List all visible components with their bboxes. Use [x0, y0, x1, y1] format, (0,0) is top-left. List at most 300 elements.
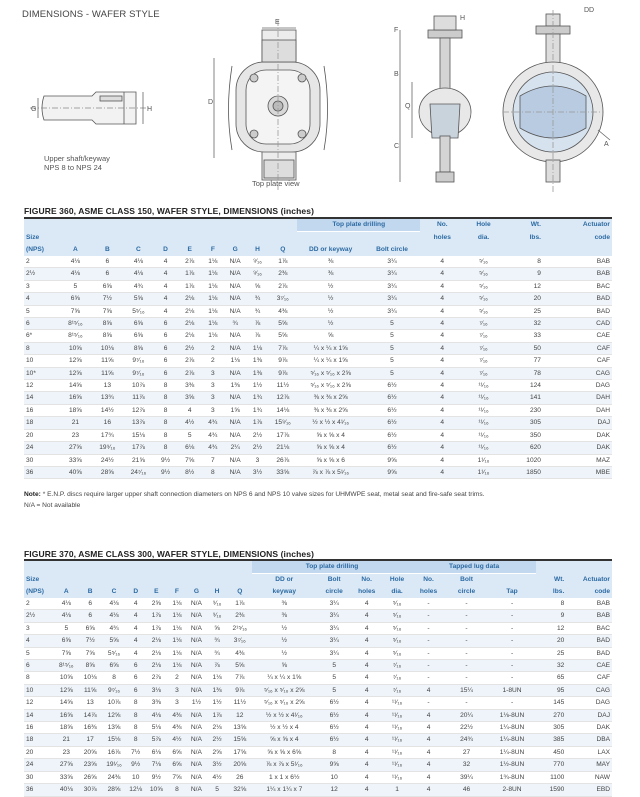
- fig360-cell: 14½: [92, 404, 123, 416]
- fig360-cell: 350: [503, 429, 543, 441]
- fig370-cell: ¹¹⁄₁₆: [382, 771, 412, 783]
- fig360-cell: 8½: [177, 466, 202, 478]
- fig370-cell: -: [488, 697, 536, 709]
- fig370-cell: ¹¹⁄₁₆: [382, 697, 412, 709]
- fig360-col-header-blank: [503, 244, 543, 256]
- fig360-cell: 3⅜: [177, 380, 202, 392]
- fig360-cell: 4: [154, 256, 177, 268]
- fig370-cell: ¾: [206, 647, 228, 659]
- fig370-cell: N/A: [187, 759, 207, 771]
- fig370-cell: ⁷⁄₁₆: [382, 684, 412, 696]
- fig360-cell: 4: [420, 293, 464, 305]
- fig360-cell: 5: [24, 305, 59, 317]
- fig360-cell: 7½: [92, 293, 123, 305]
- fig360-cell: 3¼: [364, 280, 420, 292]
- fig360-cell: 620: [503, 442, 543, 454]
- fig370-cell: 4: [352, 697, 382, 709]
- fig370-cell: -: [488, 610, 536, 622]
- fig370-col-header: holes: [419, 588, 438, 595]
- fig360-cell: 3: [247, 454, 268, 466]
- fig370-cell: 9½: [145, 771, 167, 783]
- fig370-cell: ¾: [206, 635, 228, 647]
- fig360-cell: ⅜: [297, 268, 363, 280]
- fig360-cell: ⅞: [247, 318, 268, 330]
- fig360-cell: 2: [202, 342, 223, 354]
- shaft-caption-line1: Upper shaft/keyway: [44, 154, 110, 163]
- fig370-cell: 39¼: [445, 771, 488, 783]
- fig360-cell: 2⅛: [177, 305, 202, 317]
- fig360-cell: 4: [420, 367, 464, 379]
- label-a: A: [604, 141, 609, 148]
- label-b: B: [394, 71, 399, 78]
- fig360-cell: 2⅞: [268, 280, 297, 292]
- fig370-cell: ⁵⁄₁₆ x ⁵⁄₁₆ x 2⅝: [252, 684, 317, 696]
- fig360-cell: 141: [503, 392, 543, 404]
- fig360-cell: 4: [420, 429, 464, 441]
- fig370-table-row: [24, 684, 612, 696]
- fig360-cell: 6½: [364, 392, 420, 404]
- fig360-cell: 21⅛: [268, 442, 297, 454]
- fig370-cell: 11½: [228, 697, 252, 709]
- fig360-cell: 1⅛: [202, 330, 223, 342]
- fig370-cell: 4⅜: [228, 647, 252, 659]
- fig370-cell: 19¹⁄₁₆: [102, 759, 126, 771]
- fig370-cell: 2-8UN: [488, 784, 536, 796]
- fig370-cell: 18⅝: [54, 722, 78, 734]
- fig370-cell: 1⅛: [167, 622, 187, 634]
- fig360-cell: 24½: [92, 454, 123, 466]
- top-plate-drawing: [214, 20, 328, 190]
- fig370-col-header: Q: [237, 588, 243, 595]
- fig360-cell: ¹¹⁄₁₆: [464, 404, 502, 416]
- fig360-cell: 13⅞: [123, 417, 154, 429]
- fig370-cell: N/A: [187, 647, 207, 659]
- fig370-cell: 8: [126, 722, 146, 734]
- fig360-cell: DAK: [543, 442, 612, 454]
- fig360-cell: DAH: [543, 404, 612, 416]
- fig360-cell: 124: [503, 380, 543, 392]
- fig370-cell: CAF: [566, 672, 612, 684]
- fig360-cell: 8⅝: [123, 342, 154, 354]
- page-title: DIMENSIONS - WAFER STYLE: [22, 9, 160, 20]
- fig370-cell: 9⅞: [228, 684, 252, 696]
- fig370-cell: 3½: [206, 759, 228, 771]
- fig370-cell: 4: [126, 635, 146, 647]
- fig370-cell: 4: [24, 635, 54, 647]
- fig370-cell: 1¼-8UN: [488, 734, 536, 746]
- fig370-cell: -: [412, 697, 445, 709]
- fig360-col-header: Q: [280, 246, 286, 253]
- fig360-cell: ⁷⁄₁₆: [464, 355, 502, 367]
- fig370-cell: 8⅝: [78, 660, 102, 672]
- fig360-cell: 9½: [154, 466, 177, 478]
- fig370-table-row: [24, 647, 612, 659]
- fig360-cell: 4⅛: [59, 268, 92, 280]
- fig360-table-row: [24, 293, 612, 305]
- fig360-cell: N/A: [224, 392, 247, 404]
- fig370-cell: 1100: [536, 771, 566, 783]
- fig360-cell: 6⅝: [59, 293, 92, 305]
- fig370-cell: 1⅞: [145, 610, 167, 622]
- fig370-col-header: H: [214, 588, 220, 595]
- fig370-cell: -: [412, 672, 445, 684]
- fig370-cell: -: [445, 635, 488, 647]
- fig360-cell: 8: [154, 380, 177, 392]
- fig360-cell: 14: [24, 392, 59, 404]
- fig370-cell: 770: [536, 759, 566, 771]
- fig370-cell: -: [412, 610, 445, 622]
- fig370-cell: 6½: [317, 734, 352, 746]
- label-c: C: [394, 143, 400, 150]
- fig360-cell: CAD: [543, 318, 612, 330]
- fig360-cell: 3⅝: [177, 392, 202, 404]
- fig370-cell: 4⅛: [54, 598, 78, 610]
- fig360-cell: 11½: [268, 380, 297, 392]
- fig370-cell: 15¼: [445, 684, 488, 696]
- fig370-cell: 1⅞: [145, 622, 167, 634]
- fig370-cell: 33⅝: [54, 771, 78, 783]
- fig370-cell: ¹¹⁄₁₆: [382, 759, 412, 771]
- fig370-cell: ⁵⁄₁₆: [382, 610, 412, 622]
- fig360-cell: N/A: [224, 429, 247, 441]
- fig370-cell: 6: [24, 660, 54, 672]
- fig370-cell: 4: [352, 759, 382, 771]
- fig370-cell: 6: [126, 672, 146, 684]
- fig370-cell: 2½: [24, 610, 54, 622]
- fig360-cell: 17⅞: [123, 442, 154, 454]
- fig370-cell: ⅜: [252, 610, 317, 622]
- fig370-cell: 7½: [126, 746, 146, 758]
- fig370-cell: ⅞: [206, 660, 228, 672]
- fig370-cell: 5⁵⁄₁₆: [102, 647, 126, 659]
- fig360-cell: 3: [202, 380, 223, 392]
- fig370-cell: 32: [445, 759, 488, 771]
- fig360-cell: 16⅝: [59, 392, 92, 404]
- fig370-col-header: circle: [457, 588, 476, 595]
- fig360-cell: 1⅞: [268, 256, 297, 268]
- fig360-cell: 3¼: [364, 256, 420, 268]
- fig360-cell: ⅞: [247, 330, 268, 342]
- fig360-cell: 8: [154, 392, 177, 404]
- fig360-cell: ⅝ x ⅝ x 4: [297, 429, 363, 441]
- fig360-cell: ⁵⁄₁₆: [464, 268, 502, 280]
- fig360-cell: 14⅛: [268, 404, 297, 416]
- fig370-cell: 3¼: [317, 622, 352, 634]
- fig370-cell: 1⅛: [167, 610, 187, 622]
- fig360-table-row: [24, 392, 612, 404]
- fig370-cell: 6: [126, 684, 146, 696]
- fig370-cell: 9½: [126, 759, 146, 771]
- fig360-table-row: [24, 280, 612, 292]
- fig370-cell: 46: [445, 784, 488, 796]
- fig360-cell: N/A: [224, 454, 247, 466]
- fig370-cell: 7⅝: [54, 647, 78, 659]
- fig370-table-row: [24, 672, 612, 684]
- fig360-cell: 21⅝: [123, 454, 154, 466]
- fig370-cell: 10⅞: [102, 697, 126, 709]
- fig360-table: Top plate drilling No. Hole Wt. Actuator Size holes dia. lbs. code (NPS) A B C D E F G H Q DD or keyway Bolt circle 2 4⅛ 6 4⅛ 4 2⅞ 1⅛ N/A ⁹⁄₁₆ 1⅞ ⅜ 3¼ 4 ⁵⁄₁₆ 8 BAB 2½ 4⅛ 6 4⅛ 4 1⅞ 1⅛ N/A ⁹⁄₁₆ 2⅜ ⅜ 3¼ 4 ⁵⁄₁₆ 9 BAB 3 5 6⅝ 4¾ 4 1⅞ 1⅛ N/A ⅝ 2⅞ ½ 3¼ 4 ⁵⁄₁₆ 12 BAC 4 6⅝ 7½ 5⅝ 4 2⅛ 1⅛ N/A ¾ 3⁷⁄₁₆ ½ 3¼ 4 ⁵⁄₁₆ 20 BAD 5 7⅝ 7⅝ 5⁵⁄₁₆ 4 2⅛ 1⅛ N/A ¾ 4⅜ ½ 3¼ 4 ⁵⁄₁₆ 25 BAD 6 8¹⁵⁄₁₆ 8⅝ 6⅝ 6 2⅛ 1⅛ ¾ ⅞ 5⅝ ½ 5 4 ⁷⁄₁₆ 32 CAD 6* 8¹⁵⁄₁₆ 8⅝ 6⅝ 6 2⅛ 1⅛ N/A ⅞ 5⅝ ⅝ 5 4 ⁷⁄₁₆ 33 CAE 8 10⅝ 10⅛ 8⅝ 6 2½ 2 N/A 1⅛ 7⅞ ¼ x ¼ x 1⅝ 5 4 ⁷⁄₁₆ 50 CAF 10 12⅝ 11⅝ 9⁷⁄₁₆ 6 2⅞ 2 1⅛ 1⅜ 9⅞ ¼ x ¼ x 1⅝ 5 4 ⁷⁄₁₆ 77 CAF 10* 12⅝ 11⅝ 9⁷⁄₁₆ 6 2⅞ 3 N/A 1⅜ 9⅞ ⁵⁄₁₆ x ⁵⁄₁₆ x 2⅝ 5 4 ⁷⁄₁₆ 78 CAG 12 14⅝ 13 10⅞ 8 3⅜ 3 1⅜ 1½ 11½ ⁵⁄₁₆ x ⁵⁄₁₆ x 2⅝ 6½ 4 ¹¹⁄₁₆ 124 DAG 14 16⅝ 13¾ 11⅞ 8 3⅝ 3 N/A 1¾ 12⅞ ⅜ x ⅜ x 2⅝ 6½ 4 ¹¹⁄₁₆ 141 DAH 16 18⅝ 14½ 12⅞ 8 4 3 1⅝ 1¾ 14⅛ ⅜ x ⅜ x 2⅝ 6½ 4 ¹¹⁄₁₆ 230 DAH 18 21 16 13⅞ 8 4½ 4¾ N/A 1⅞ 15⁹⁄₁₆ ½ x ½ x 4¹⁄₁₆ 6½ 4 ¹¹⁄₁₆ 305 DAJ 20 23 17¾ 15⅛ 8 5 4¾ N/A 2½ 17⅞ ⅝ x ⅝ x 4 6½ 4 ¹¹⁄₁₆ 350 DAK 24 27⅝ 19⁹⁄₁₆ 17⅞ 8 6⅛ 4¾ 2¼ 2½ 21⅛ ⅝ x ⅝ x 4 6½ 4 ¹¹⁄₁₆ 620 DAK 30 33⅝ 24½ 21⅝ 9½ 7⅝ 7 N/A 3 26⅞ ⅝ x ⅝ x 6 9⅝ 4 1¹⁄₁₆ 1020 MAZ 36 40⅝ 28⅝ 24⁷⁄₁₆ 9½ 8½ 8 N/A 3½ 33⅝ ⅞ x ⅞ x 5¹⁄₁₆ 9⅝ 4 1¹⁄₁₆ 1850 MBE: [24, 219, 612, 479]
- fig360-cell: 5: [364, 342, 420, 354]
- fig370-cell: 22½: [445, 722, 488, 734]
- fig360-table-row: [24, 380, 612, 392]
- fig370-cell: ⅝ x ⅝ x 6⅝: [252, 746, 317, 758]
- fig360-cell: 1⅛: [247, 342, 268, 354]
- fig360-cell: 17¾: [92, 429, 123, 441]
- fig370-cell: 1 x 1 x 6½: [252, 771, 317, 783]
- fig360-cell: 10⅝: [59, 342, 92, 354]
- fig360-cell: ¹¹⁄₁₆: [464, 380, 502, 392]
- fig370-cell: BAD: [566, 635, 612, 647]
- fig360-cell: 10: [24, 355, 59, 367]
- fig360-cell: 1850: [503, 466, 543, 478]
- fig360-cell: ⁵⁄₁₆: [464, 280, 502, 292]
- fig360-cell: 4⅛: [123, 256, 154, 268]
- fig370-cell: 2⅜: [228, 610, 252, 622]
- fig360-cell: 24: [24, 442, 59, 454]
- fig360-cell: 1⅛: [224, 355, 247, 367]
- fig370-col-header: D: [133, 588, 139, 595]
- fig370-cell: 2: [24, 598, 54, 610]
- fig370-cell: 14⅝: [54, 697, 78, 709]
- fig360-cell: 33⅝: [268, 466, 297, 478]
- fig360-cell: N/A: [224, 417, 247, 429]
- fig370-cell: 4: [352, 709, 382, 721]
- fig370-cell: 2: [167, 672, 187, 684]
- fig360-cell: 12⅞: [123, 404, 154, 416]
- fig370-cell: ¹¹⁄₁₆: [382, 746, 412, 758]
- fig360-cell: 3¼: [364, 268, 420, 280]
- fig370-cell: 2½: [206, 734, 228, 746]
- fig370-cell: 4: [352, 771, 382, 783]
- fig370-cell: 3¼: [317, 635, 352, 647]
- fig370-cell: 28⅝: [102, 784, 126, 796]
- fig360-cell: 4: [420, 404, 464, 416]
- fig370-cell: 3¼: [317, 598, 352, 610]
- fig360-cell: ¼ x ¼ x 1⅝: [297, 342, 363, 354]
- fig360-cell: 1⅜: [224, 380, 247, 392]
- fig370-cell: ⁵⁄₁₆ x ⁵⁄₁₆ x 2⅝: [252, 697, 317, 709]
- fig370-cell: 5⅞: [145, 734, 167, 746]
- fig360-cell: 7⅝: [92, 305, 123, 317]
- fig360-cell: 1⅞: [177, 280, 202, 292]
- fig370-cell: ⁵⁄₁₆: [382, 647, 412, 659]
- fig370-cell: 1: [382, 784, 412, 796]
- fig360-col-header: F: [210, 246, 215, 253]
- fig360-cell: ⅜ x ⅜ x 2⅝: [297, 404, 363, 416]
- label-h: H: [147, 106, 153, 113]
- fig370-cell: 4¾: [102, 622, 126, 634]
- fig360-cell: 4: [420, 256, 464, 268]
- fig360-col-header: [420, 244, 464, 256]
- upper-shaft-drawing: [30, 92, 153, 124]
- fig360-cell: 5: [364, 367, 420, 379]
- fig360-col-header: C: [136, 246, 141, 253]
- fig370-cell: 2⅞: [145, 672, 167, 684]
- fig370-cell: ⅝: [206, 622, 228, 634]
- fig360-cell: ½ x ½ x 4¹⁄₁₆: [297, 417, 363, 429]
- fig360-cell: 10⅛: [92, 342, 123, 354]
- fig360-cell: ⅜ x ⅜ x 2⅝: [297, 392, 363, 404]
- fig360-cell: 6½: [364, 404, 420, 416]
- fig370-cell: 4⅛: [145, 709, 167, 721]
- fig370-cell: CAG: [566, 684, 612, 696]
- fig370-cell: 27: [445, 746, 488, 758]
- fig370-cell: 8: [102, 672, 126, 684]
- fig370-cell: 15⅝: [228, 734, 252, 746]
- fig360-table-row: [24, 367, 612, 379]
- fig360-cell: 10*: [24, 367, 59, 379]
- fig370-cell: MAY: [566, 759, 612, 771]
- fig360-table-row: [24, 404, 612, 416]
- fig370-cell: -: [488, 635, 536, 647]
- fig360-cell: CAF: [543, 355, 612, 367]
- fig370-cell: 4½: [206, 771, 228, 783]
- fig360-cell: 4: [154, 293, 177, 305]
- fig360-cell: 1¾: [247, 392, 268, 404]
- fig360-cell: 4: [24, 293, 59, 305]
- fig370-cell: 25: [536, 647, 566, 659]
- fig370-cell: N/A: [187, 784, 207, 796]
- fig370-cell: N/A: [187, 610, 207, 622]
- fig360-cell: 1⅞: [177, 268, 202, 280]
- fig360-cell: 36: [24, 466, 59, 478]
- fig370-cell: 4: [352, 635, 382, 647]
- fig370-cell: 6½: [317, 709, 352, 721]
- fig370-cell: N/A: [187, 635, 207, 647]
- fig360-cell: N/A: [224, 330, 247, 342]
- fig370-cell: DAJ: [566, 709, 612, 721]
- fig360-cell: 18⅝: [59, 404, 92, 416]
- fig370-cell: 4½: [167, 734, 187, 746]
- fig360-cell: 1⅞: [247, 417, 268, 429]
- fig360-cell: 27⅝: [59, 442, 92, 454]
- fig360-cell: 2⅛: [177, 318, 202, 330]
- fig360-col-header: B: [104, 246, 110, 253]
- fig370-cell: 6⅝: [102, 660, 126, 672]
- fig360-cell: 3¼: [364, 293, 420, 305]
- fig360-cell: 2⅜: [268, 268, 297, 280]
- fig360-cell: N/A: [224, 342, 247, 354]
- fig360-cell: 6½: [364, 417, 420, 429]
- fig360-cell: 12⅝: [59, 355, 92, 367]
- fig370-cell: 270: [536, 709, 566, 721]
- fig370-cell: 15⅛: [102, 734, 126, 746]
- fig370-cell: 24¾: [445, 734, 488, 746]
- fig370-table-row: [24, 622, 612, 634]
- fig360-cell: 8: [154, 442, 177, 454]
- fig360-col-header-blank: [464, 244, 502, 256]
- fig370-cell: -: [445, 622, 488, 634]
- fig360-cell: 1⅛: [202, 318, 223, 330]
- fig370-table-row: [24, 660, 612, 672]
- fig360-cell: 6: [154, 367, 177, 379]
- fig370-cell: 4: [352, 734, 382, 746]
- fig360-cell: 3¼: [364, 305, 420, 317]
- fig360-cell: 4: [420, 342, 464, 354]
- fig370-cell: N/A: [187, 709, 207, 721]
- fig370-cell: -: [445, 672, 488, 684]
- fig360-title: FIGURE 360, ASME CLASS 150, WAFER STYLE, DIMENSIONS (inches): [24, 206, 315, 216]
- fig360-cell: N/A: [224, 367, 247, 379]
- fig370-cell: 1¼-8UN: [488, 722, 536, 734]
- fig360-cell: 2½: [24, 268, 59, 280]
- fig370-cell: 6⅛: [145, 746, 167, 758]
- fig360-cell: 24⁷⁄₁₆: [123, 466, 154, 478]
- fig360-cell: 4: [420, 466, 464, 478]
- fig370-cell: 5: [317, 660, 352, 672]
- fig360-cell: 4: [420, 330, 464, 342]
- fig370-cell: 1¾-8UN: [488, 771, 536, 783]
- fig360-table-row: [24, 318, 612, 330]
- fig360-cell: 2¼: [224, 442, 247, 454]
- fig370-cell: -: [412, 622, 445, 634]
- fig370-cell: 10⅛: [78, 672, 102, 684]
- fig370-col-header: dia.: [391, 588, 403, 595]
- fig360-cell: N/A: [224, 280, 247, 292]
- fig370-cell: 3: [24, 622, 54, 634]
- fig370-cell: N/A: [187, 660, 207, 672]
- fig360-cell: 6: [154, 330, 177, 342]
- fig370-cell: 6½: [317, 697, 352, 709]
- fig360-cell: 4¾: [202, 417, 223, 429]
- fig370-cell: 4: [126, 610, 146, 622]
- fig360-cell: 5⅝: [268, 318, 297, 330]
- fig370-cell: 24⅜: [102, 771, 126, 783]
- fig360-cell: ¹¹⁄₁₆: [464, 392, 502, 404]
- fig370-cell: 4⅜: [167, 722, 187, 734]
- fig370-cell: 32⅝: [228, 784, 252, 796]
- fig370-cell: -: [445, 697, 488, 709]
- fig360-table-row: [24, 442, 612, 454]
- fig370-cell: BAB: [566, 610, 612, 622]
- fig360-cell: 4: [420, 454, 464, 466]
- fig370-group-top-plate: Top plate drilling: [252, 561, 413, 574]
- fig370-cell: ½: [252, 635, 317, 647]
- fig360-cell: 1⅛: [202, 280, 223, 292]
- fig370-cell: DAG: [566, 697, 612, 709]
- fig360-cell: 3½: [247, 466, 268, 478]
- fig360-cell: ¹¹⁄₁₆: [464, 417, 502, 429]
- fig360-cell: ⅝ x ⅝ x 6: [297, 454, 363, 466]
- fig370-cell: 6½: [317, 722, 352, 734]
- fig370-cell: 3: [167, 684, 187, 696]
- fig360-cell: 1⅝: [224, 404, 247, 416]
- fig370-cell: 20: [24, 746, 54, 758]
- fig370-cell: -: [412, 660, 445, 672]
- fig370-cell: -: [488, 622, 536, 634]
- fig360-cell: 1¾: [247, 404, 268, 416]
- fig370-cell: 5: [24, 647, 54, 659]
- fig360-cell: 28⅝: [92, 466, 123, 478]
- fig360-col-header: D: [163, 246, 168, 253]
- fig360-note: Note: * E.N.P. discs require larger upper shaft connection diameters on NPS 6 and NPS 10 valve sizes for UHMWPE seat, metal seat and fire-safe seat trims. N/A = Not available: [24, 491, 485, 509]
- fig360-cell: 4: [420, 305, 464, 317]
- fig370-cell: 8: [167, 784, 187, 796]
- fig370-cell: 20¼: [445, 709, 488, 721]
- fig360-cell: ¾: [247, 305, 268, 317]
- fig370-cell: LAX: [566, 746, 612, 758]
- fig370-cell: 12⅝: [54, 684, 78, 696]
- fig370-cell: 1¼-8UN: [488, 746, 536, 758]
- fig370-cell: 305: [536, 722, 566, 734]
- fig370-cell: 20⅝: [78, 746, 102, 758]
- fig370-cell: 6⅝: [167, 746, 187, 758]
- fig360-cell: 7⅞: [268, 342, 297, 354]
- fig370-cell: N/A: [187, 771, 207, 783]
- fig370-col-header: code: [594, 588, 610, 595]
- fig360-cell: 14⅝: [59, 380, 92, 392]
- fig360-col-header-blank: [543, 244, 612, 256]
